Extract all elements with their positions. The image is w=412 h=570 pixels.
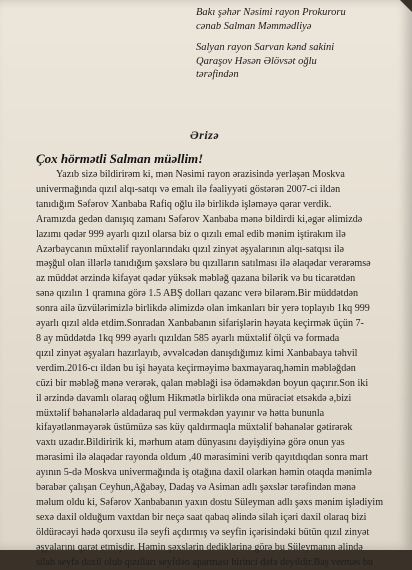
body-line: 8 ay müddətdə 1kq 999 əyarlı qızıldan 585 əyarlı müxtəlif ölçü və formada xyxy=(36,332,340,344)
body-text xyxy=(36,168,408,570)
body-line: qızıl zinyət əşyaları hazırlayıb, əvvəlcədən danışdığımız kimi Xanbabaya təhvil xyxy=(36,347,358,359)
sender-line: Qaraşov Həsən Əlövsət oğlu xyxy=(196,55,317,67)
body-line: Aramızda gedən danışıq zamanı Səfərov Xanbaba mənə bildirdi ki,əgər əlimizdə xyxy=(36,213,363,225)
body-line: əşyalarını qarət etmişdir. Həmin şəxslərin dediklərinə görə bu Süleymanın əlində xyxy=(36,541,363,553)
body-line: tanıdığım Səfərov Xanbaba Rafiq oğlu ilə birlikdə işləməyə qərar verdik. xyxy=(36,198,332,210)
document-title: Ərizə xyxy=(190,128,220,142)
sender-line: tərəfindən xyxy=(196,69,239,80)
body-line: Azərbaycanın müxtəlif rayonlarındakı qızıl zinyət əşyalarının alqı-satqısı ilə xyxy=(36,243,345,255)
body-line: univermağında qızıl alqı-satqı və emalı ilə fəaliyyəti göstərən 2007-ci ildən xyxy=(36,183,341,195)
body-line: kifayətlənməyərək üstümüzə səs küy qaldırmaqla müxtəlif bəhanələr gətirərək xyxy=(36,422,353,434)
body-line: Yazıb sizə bildirirəm ki, mən Nəsimi rayon ərazisində yerləşən Moskva xyxy=(56,169,345,180)
recipient-line: Bakı şəhər Nəsimi rayon Prokuroru xyxy=(196,7,346,18)
body-line: az müddət ərzində kifayət qədər yüksək məbləğ qazana bilərik və bu ticarətdən xyxy=(36,273,356,285)
body-line: əyarlı qızıl əldə etdim.Sonradan Xanbabanın sifarişlərin həyata keçirmək üçün 7- xyxy=(36,318,364,330)
body-line: silah seyfə daxil olub qızılları seyfdən aparması birinci dəfə deyildir.Baş verməs bu xyxy=(36,556,373,568)
body-line: müxtəlif bəhanələrlə aldadaraq pul verməkdən yayınır və hətta bununla xyxy=(36,407,325,419)
body-line: sexə daxil olduğum vaxtdan bir neçə saat qabaq əlində silah içəri daxil olaraq bizi xyxy=(36,511,367,523)
body-line: bərabər çalışan Ceyhun,Ağabəy, Dadaş və Asiman adlı şəxslər tərəfindən mənə xyxy=(36,482,356,494)
body-line: məşğul olan illərlə tanıdığım şəxslərə bu qızılların satılması ilə əlaqədar verərəmsə xyxy=(36,258,371,270)
body-line: sonra ailə üzvülərimizlə birlikdə əlimizdə olan imkanları bir yerə toplayıb 1kq 999 xyxy=(36,303,370,315)
salutation: Çox hörmətli Salman müəllim! xyxy=(36,151,204,166)
body-line: sənə qızılın 1 qramına görə 1.5 ABŞ dolları qazanc verə bilərəm.Bir müddətdən xyxy=(36,288,359,300)
sender-line: Salyan rayon Sarvan kənd sakini xyxy=(196,42,335,53)
address-block xyxy=(196,6,406,82)
body-line: ayının 5-də Moskva univermağında iş otağına daxil olarkən həmin otaqda mənimlə xyxy=(36,467,372,479)
body-line: cüzi bir məbləğ mənə verərək, qalan məbləği isə ödəməkdən boyun qaçırır.Son iki xyxy=(36,377,369,389)
body-line: mərasimi ilə əlaqədar rayonda oldum ,40 mərasimini verib qayıtdıqdan sonra mart xyxy=(36,452,369,464)
body-line: öldürəcəyi hədə qorxusu ilə seyfi açdırmış və seyfin içərisindəki bütün qızıl zinyət xyxy=(36,526,370,538)
body-line: il ərzində davamlı olaraq oğlum Hikmətlə birlikdə ona müraciət etsəkdə ə,bizi xyxy=(36,392,352,404)
body-line: lazımı qədər 999 əyarlı qızıl olarsa biz o qızılı emal edib mənim iştirakım ilə xyxy=(36,228,346,240)
body-line: məlum oldu ki, Səfərov Xanbabanın yaxın dostu Süleyman adlı şəxs mənim işlədiyim xyxy=(36,496,384,508)
recipient-line: cənab Salman Məmmədliyə xyxy=(196,20,312,32)
body-line: vaxtı uzadır.Bildiririk ki, mərhum atam dünyasını dəyişdiyinə görə onun yas xyxy=(36,437,345,449)
body-line: verdim.2016-cı ildən bu işi həyata keçirməyimə baxmayaraq,həmin məbləğdən xyxy=(36,362,356,374)
